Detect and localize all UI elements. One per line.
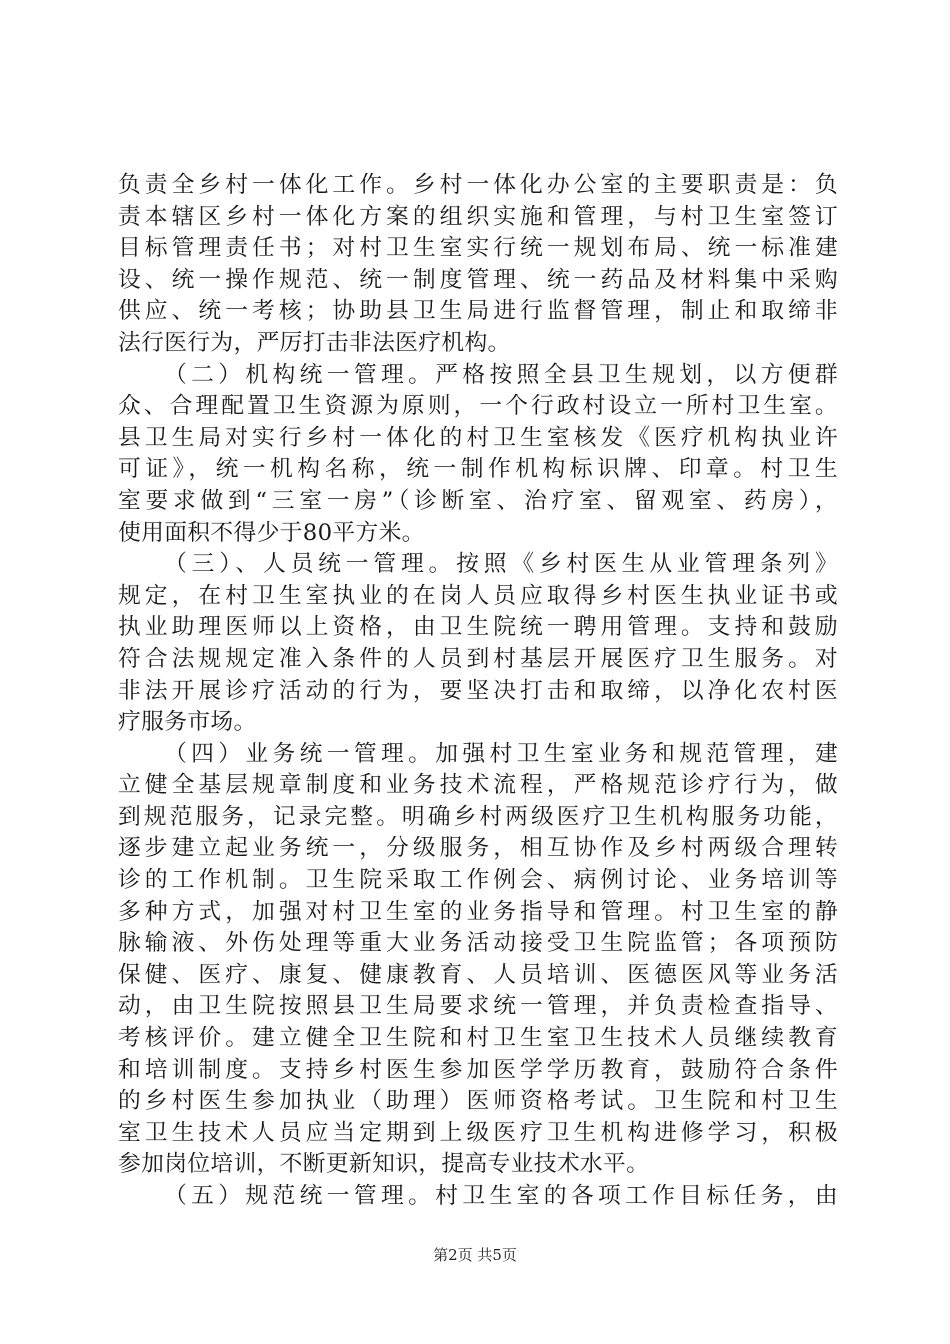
text-line: 县卫生局对实行乡村一体化的村卫生室核发《医疗机构执业许 — [118, 424, 838, 451]
text-line: 目标管理责任书；对村卫生室实行统一规划布局、统一标准建 — [118, 235, 838, 262]
text-line: 室卫生技术人员应当定期到上级医疗卫生机构进修学习，积极 — [118, 1119, 838, 1146]
text-line: 室要求做到“三室一房”（诊断室、治疗室、留观室、药房）， — [118, 487, 838, 514]
text-line: 多种方式，加强对村卫生室的业务指导和管理。村卫生室的静 — [118, 898, 838, 925]
text-line: 可证》，统一机构名称，统一制作机构标识牌、印章。村卫生 — [118, 456, 838, 483]
text-line: 执业助理医师以上资格，由卫生院统一聘用管理。支持和鼓励 — [118, 614, 838, 641]
text-line: 的乡村医生参加执业（助理）医师资格考试。卫生院和村卫生 — [118, 1088, 838, 1115]
text-line: 和培训制度。支持乡村医生参加医学学历教育，鼓励符合条件 — [118, 1056, 838, 1083]
text-line: 疗服务市场。 — [118, 709, 257, 736]
page-number-footer: 第2页 共5页 — [433, 1246, 517, 1264]
text-line: 脉输液、外伤处理等重大业务活动接受卫生院监管；各项预防 — [118, 930, 838, 957]
text-line: 考核评价。建立健全卫生院和村卫生室卫生技术人员继续教育 — [118, 1025, 838, 1052]
text-line: 非法开展诊疗活动的行为，要坚决打击和取缔，以净化农村医 — [118, 677, 838, 704]
text-line: 供应、统一考核；协助县卫生局进行监督管理，制止和取缔非 — [118, 298, 838, 325]
paragraph-heading-line: （二）机构统一管理。严格按照全县卫生规划，以方便群 — [164, 361, 838, 388]
paragraph-heading-line: （三）、人员统一管理。按照《乡村医生从业管理条列》 — [164, 551, 838, 578]
text-line: 符合法规规定准入条件的人员到村基层开展医疗卫生服务。对 — [118, 645, 838, 672]
text-line: 法行医行为，严厉打击非法医疗机构。 — [118, 329, 511, 356]
text-line: 使用面积不得少于80平方米。 — [118, 519, 425, 546]
document-body — [118, 170, 838, 1213]
text-line: 众、合理配置卫生资源为原则，一个行政村设立一所村卫生室。 — [118, 393, 838, 420]
text-line: 参加岗位培训，不断更新知识，提高专业技术水平。 — [118, 1151, 650, 1178]
text-line: 规定，在村卫生室执业的在岗人员应取得乡村医生执业证书或 — [118, 582, 838, 609]
text-line: 逐步建立起业务统一，分级服务，相互协作及乡村两级合理转 — [118, 835, 838, 862]
text-line: 责本辖区乡村一体化方案的组织实施和管理，与村卫生室签订 — [118, 203, 838, 230]
text-line: 设、统一操作规范、统一制度管理、统一药品及材料集中采购 — [118, 266, 838, 293]
text-line: 负责全乡村一体化工作。乡村一体化办公室的主要职责是：负 — [118, 172, 838, 198]
paragraph-heading-line: （四）业务统一管理。加强村卫生室业务和规范管理，建 — [164, 740, 838, 767]
text-line: 保健、医疗、康复、健康教育、人员培训、医德医风等业务活 — [118, 961, 838, 988]
paragraph-heading-line: （五）规范统一管理。村卫生室的各项工作目标任务，由 — [164, 1183, 838, 1209]
text-line: 动，由卫生院按照县卫生局要求统一管理，并负责检查指导、 — [118, 993, 838, 1020]
text-line: 诊的工作机制。卫生院采取工作例会、病例讨论、业务培训等 — [118, 867, 838, 894]
text-line: 到规范服务，记录完整。明确乡村两级医疗卫生机构服务功能， — [118, 803, 838, 830]
text-line: 立健全基层规章制度和业务技术流程，严格规范诊疗行为，做 — [118, 772, 838, 799]
